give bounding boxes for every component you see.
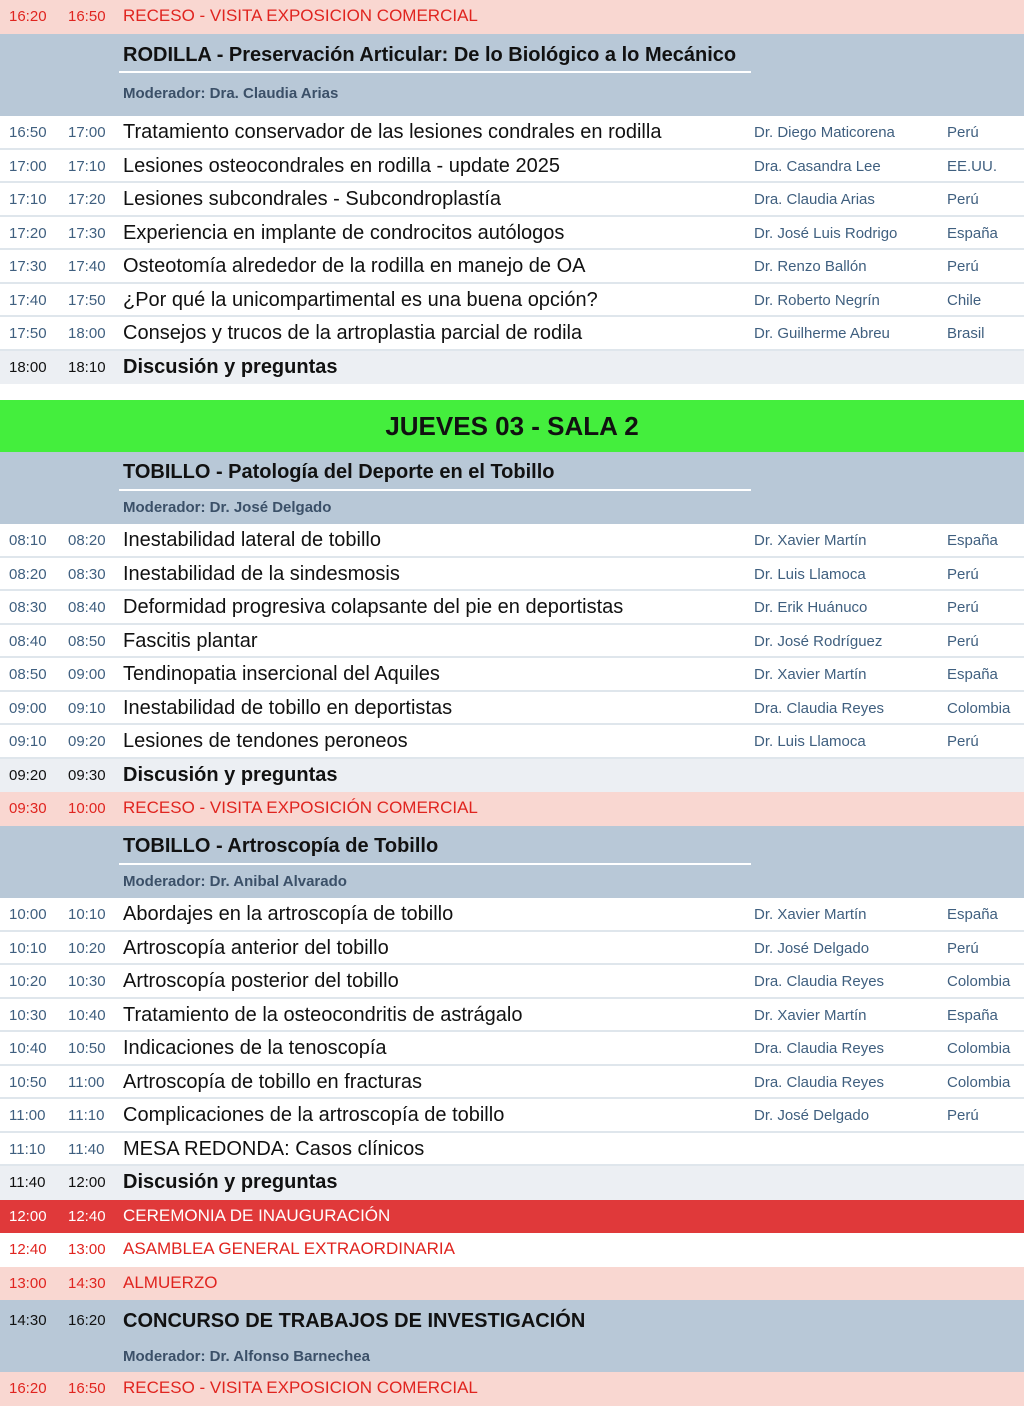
start-time: 17:10 — [9, 191, 47, 208]
start-time: 16:20 — [9, 1380, 47, 1397]
recess-label: RECESO - VISITA EXPOSICIÓN COMERCIAL — [123, 798, 478, 817]
speaker: Dr. Xavier Martín — [754, 906, 867, 923]
start-time: 08:30 — [9, 599, 47, 616]
talk-row — [0, 558, 1024, 591]
country: Perú — [947, 599, 979, 616]
talk-title: Lesiones osteocondrales en rodilla - update 2025 — [123, 155, 560, 177]
end-time: 17:30 — [68, 225, 106, 242]
talk-title: Inestabilidad de tobillo en deportistas — [123, 697, 453, 719]
end-time: 12:40 — [68, 1208, 106, 1225]
end-time: 16:50 — [68, 8, 106, 25]
talk-title: Osteotomía alrededor de la rodilla en manejo de OA — [123, 255, 586, 277]
session-title: TOBILLO - Artroscopía de Tobillo — [123, 835, 439, 857]
start-time: 08:10 — [9, 532, 47, 549]
start-time: 09:00 — [9, 700, 47, 717]
divider — [119, 863, 751, 865]
end-time: 09:30 — [68, 767, 106, 784]
talk-title: ¿Por qué la unicompartimental es una buena opción? — [123, 289, 598, 311]
talk-row — [0, 1133, 1024, 1166]
talk-title: Artroscopía de tobillo en fracturas — [123, 1071, 423, 1093]
end-time: 09:00 — [68, 666, 106, 683]
session-title: RODILLA - Preservación Articular: De lo Biológico a lo Mecánico — [123, 44, 737, 66]
talk-row — [0, 932, 1024, 965]
country: Colombia — [947, 1074, 1011, 1091]
session-header — [0, 452, 1024, 524]
speaker: Dr. Guilherme Abreu — [754, 325, 890, 342]
discussion-label: Discusión y preguntas — [123, 1171, 338, 1193]
end-time: 10:30 — [68, 973, 106, 990]
country: Perú — [947, 733, 979, 750]
country: España — [947, 225, 998, 242]
start-time: 09:30 — [9, 800, 47, 817]
end-time: 10:40 — [68, 1007, 106, 1024]
talk-title: Tratamiento conservador de las lesiones condrales en rodilla — [123, 121, 662, 143]
talk-row — [0, 217, 1024, 250]
moderator: Moderador: Dr. Alfonso Barnechea — [123, 1348, 370, 1365]
end-time: 14:30 — [68, 1275, 106, 1292]
end-time: 08:50 — [68, 633, 106, 650]
assembly-label: ASAMBLEA GENERAL EXTRAORDINARIA — [123, 1239, 455, 1258]
talk-title: Artroscopía posterior del tobillo — [123, 970, 399, 992]
talk-row — [0, 1066, 1024, 1099]
talk-title: Inestabilidad de la sindesmosis — [123, 563, 400, 585]
start-time: 10:30 — [9, 1007, 47, 1024]
end-time: 17:50 — [68, 292, 106, 309]
end-time: 13:00 — [68, 1241, 106, 1258]
start-time: 16:50 — [9, 124, 47, 141]
talk-title: Artroscopía anterior del tobillo — [123, 937, 389, 959]
country: España — [947, 906, 998, 923]
assembly-row — [0, 1233, 1024, 1267]
end-time: 16:20 — [68, 1312, 106, 1329]
talk-title: Experiencia en implante de condrocitos autólogos — [123, 222, 565, 244]
speaker: Dra. Casandra Lee — [754, 158, 881, 175]
country: Perú — [947, 633, 979, 650]
end-time: 08:40 — [68, 599, 106, 616]
speaker: Dr. José Delgado — [754, 940, 870, 957]
moderator: Moderador: Dra. Claudia Arias — [123, 85, 339, 102]
moderator: Moderador: Dr. Anibal Alvarado — [123, 873, 347, 890]
divider — [119, 489, 751, 491]
speaker: Dr. José Rodríguez — [754, 633, 883, 650]
speaker: Dra. Claudia Reyes — [754, 700, 885, 717]
talk-title: Indicaciones de la tenoscopía — [123, 1037, 387, 1059]
end-time: 10:20 — [68, 940, 106, 957]
talk-row — [0, 625, 1024, 658]
recess-row — [0, 0, 1024, 34]
talk-title: MESA REDONDA: Casos clínicos — [123, 1138, 425, 1160]
end-time: 18:10 — [68, 359, 106, 376]
session-title: CONCURSO DE TRABAJOS DE INVESTIGACIÓN — [123, 1310, 586, 1332]
discussion-row — [0, 351, 1024, 384]
end-time: 17:20 — [68, 191, 106, 208]
start-time: 11:10 — [9, 1141, 46, 1158]
speaker: Dr. Renzo Ballón — [754, 258, 867, 275]
end-time: 18:00 — [68, 325, 106, 342]
end-time: 10:50 — [68, 1040, 106, 1057]
start-time: 10:00 — [9, 906, 47, 923]
start-time: 16:20 — [9, 8, 47, 25]
start-time: 10:10 — [9, 940, 47, 957]
start-time: 11:00 — [9, 1107, 46, 1124]
start-time: 11:40 — [9, 1174, 46, 1191]
start-time: 09:10 — [9, 733, 47, 750]
country: Perú — [947, 566, 979, 583]
country: Perú — [947, 940, 979, 957]
speaker: Dra. Claudia Reyes — [754, 973, 885, 990]
country: Perú — [947, 124, 979, 141]
contest-header — [0, 1300, 1024, 1372]
start-time: 09:20 — [9, 767, 47, 784]
talk-title: Abordajes en la artroscopía de tobillo — [123, 903, 454, 925]
end-time: 17:40 — [68, 258, 106, 275]
talk-title: Fascitis plantar — [123, 630, 258, 652]
start-time: 17:40 — [9, 292, 47, 309]
talk-row — [0, 658, 1024, 692]
talk-title: Lesiones subcondrales - Subcondroplastía — [123, 188, 502, 210]
speaker: Dr. Diego Maticorena — [754, 124, 895, 141]
talk-title: Tratamiento de la osteocondritis de astrágalo — [123, 1004, 523, 1026]
start-time: 08:40 — [9, 633, 47, 650]
speaker: Dra. Claudia Reyes — [754, 1040, 885, 1057]
start-time: 17:00 — [9, 158, 47, 175]
country: España — [947, 532, 998, 549]
end-time: 11:40 — [68, 1141, 105, 1158]
talk-title: Consejos y trucos de la artroplastia parcial de rodila — [123, 322, 583, 344]
speaker: Dra. Claudia Reyes — [754, 1074, 885, 1091]
speaker: Dr. Xavier Martín — [754, 532, 867, 549]
start-time: 17:50 — [9, 325, 47, 342]
talk-title: Lesiones de tendones peroneos — [123, 730, 408, 752]
end-time: 08:30 — [68, 566, 106, 583]
divider — [119, 71, 751, 73]
talk-title: Inestabilidad lateral de tobillo — [123, 529, 381, 551]
end-time: 17:00 — [68, 124, 106, 141]
country: Perú — [947, 191, 979, 208]
end-time: 09:20 — [68, 733, 106, 750]
start-time: 12:00 — [9, 1208, 47, 1225]
talk-row — [0, 524, 1024, 558]
moderator: Moderador: Dr. José Delgado — [123, 499, 332, 516]
speaker: Dr. Erik Huánuco — [754, 599, 868, 616]
talk-row — [0, 183, 1024, 217]
start-time: 17:30 — [9, 258, 47, 275]
ceremony-row — [0, 1200, 1024, 1233]
talk-row — [0, 284, 1024, 317]
speaker: Dra. Claudia Arias — [754, 191, 875, 208]
discussion-label: Discusión y preguntas — [123, 764, 338, 786]
end-time: 09:10 — [68, 700, 106, 717]
lunch-row — [0, 1267, 1024, 1300]
start-time: 12:40 — [9, 1241, 47, 1258]
end-time: 17:10 — [68, 158, 106, 175]
start-time: 17:20 — [9, 225, 47, 242]
talk-row — [0, 250, 1024, 284]
country: Perú — [947, 258, 979, 275]
lunch-label: ALMUERZO — [123, 1273, 218, 1292]
talk-row — [0, 692, 1024, 725]
end-time: 12:00 — [68, 1174, 106, 1191]
talk-row — [0, 591, 1024, 625]
speaker: Dr. Roberto Negrín — [754, 292, 880, 309]
talk-row — [0, 317, 1024, 351]
ceremony-label: CEREMONIA DE INAUGURACIÓN — [123, 1206, 391, 1225]
end-time: 08:20 — [68, 532, 106, 549]
session-header — [0, 826, 1024, 898]
recess-label: RECESO - VISITA EXPOSICION COMERCIAL — [123, 6, 478, 25]
speaker: Dr. Luis Llamoca — [754, 733, 866, 750]
session-header — [0, 34, 1024, 116]
recess-label: RECESO - VISITA EXPOSICION COMERCIAL — [123, 1378, 478, 1397]
talk-row — [0, 1032, 1024, 1066]
session-title: TOBILLO - Patología del Deporte en el Tobillo — [123, 461, 555, 483]
country: Colombia — [947, 973, 1011, 990]
talk-row — [0, 725, 1024, 759]
start-time: 10:40 — [9, 1040, 47, 1057]
speaker: Dr. Xavier Martín — [754, 666, 867, 683]
talk-row — [0, 150, 1024, 183]
talk-row — [0, 898, 1024, 932]
end-time: 10:10 — [68, 906, 106, 923]
end-time: 10:00 — [68, 800, 106, 817]
start-time: 14:30 — [9, 1312, 47, 1329]
start-time: 10:50 — [9, 1074, 47, 1091]
start-time: 18:00 — [9, 359, 47, 376]
discussion-label: Discusión y preguntas — [123, 356, 338, 378]
country: España — [947, 1007, 998, 1024]
speaker: Dr. Luis Llamoca — [754, 566, 866, 583]
talk-title: Tendinopatia insercional del Aquiles — [123, 663, 440, 685]
talk-row — [0, 965, 1024, 999]
country: Perú — [947, 1107, 979, 1124]
end-time: 11:10 — [68, 1107, 105, 1124]
end-time: 16:50 — [68, 1380, 106, 1397]
start-time: 13:00 — [9, 1275, 47, 1292]
day-title: JUEVES 03 - SALA 2 — [385, 411, 639, 441]
end-time: 11:00 — [68, 1074, 105, 1091]
start-time: 08:50 — [9, 666, 47, 683]
talk-row — [0, 1099, 1024, 1133]
start-time: 08:20 — [9, 566, 47, 583]
country: Colombia — [947, 1040, 1011, 1057]
recess-row — [0, 792, 1024, 826]
speaker: Dr. Xavier Martín — [754, 1007, 867, 1024]
talk-row — [0, 999, 1024, 1032]
discussion-row — [0, 759, 1024, 792]
speaker: Dr. José Delgado — [754, 1107, 870, 1124]
country: Colombia — [947, 700, 1011, 717]
start-time: 10:20 — [9, 973, 47, 990]
recess-row — [0, 1372, 1024, 1406]
talk-title: Complicaciones de la artroscopía de tobillo — [123, 1104, 505, 1126]
talk-row — [0, 116, 1024, 150]
country: Chile — [947, 292, 982, 309]
country: Brasil — [947, 325, 985, 342]
country: España — [947, 666, 998, 683]
country: EE.UU. — [947, 158, 998, 175]
speaker: Dr. José Luis Rodrigo — [754, 225, 898, 242]
talk-title: Deformidad progresiva colapsante del pie en deportistas — [123, 596, 624, 618]
day-header — [0, 400, 1024, 452]
discussion-row — [0, 1166, 1024, 1200]
